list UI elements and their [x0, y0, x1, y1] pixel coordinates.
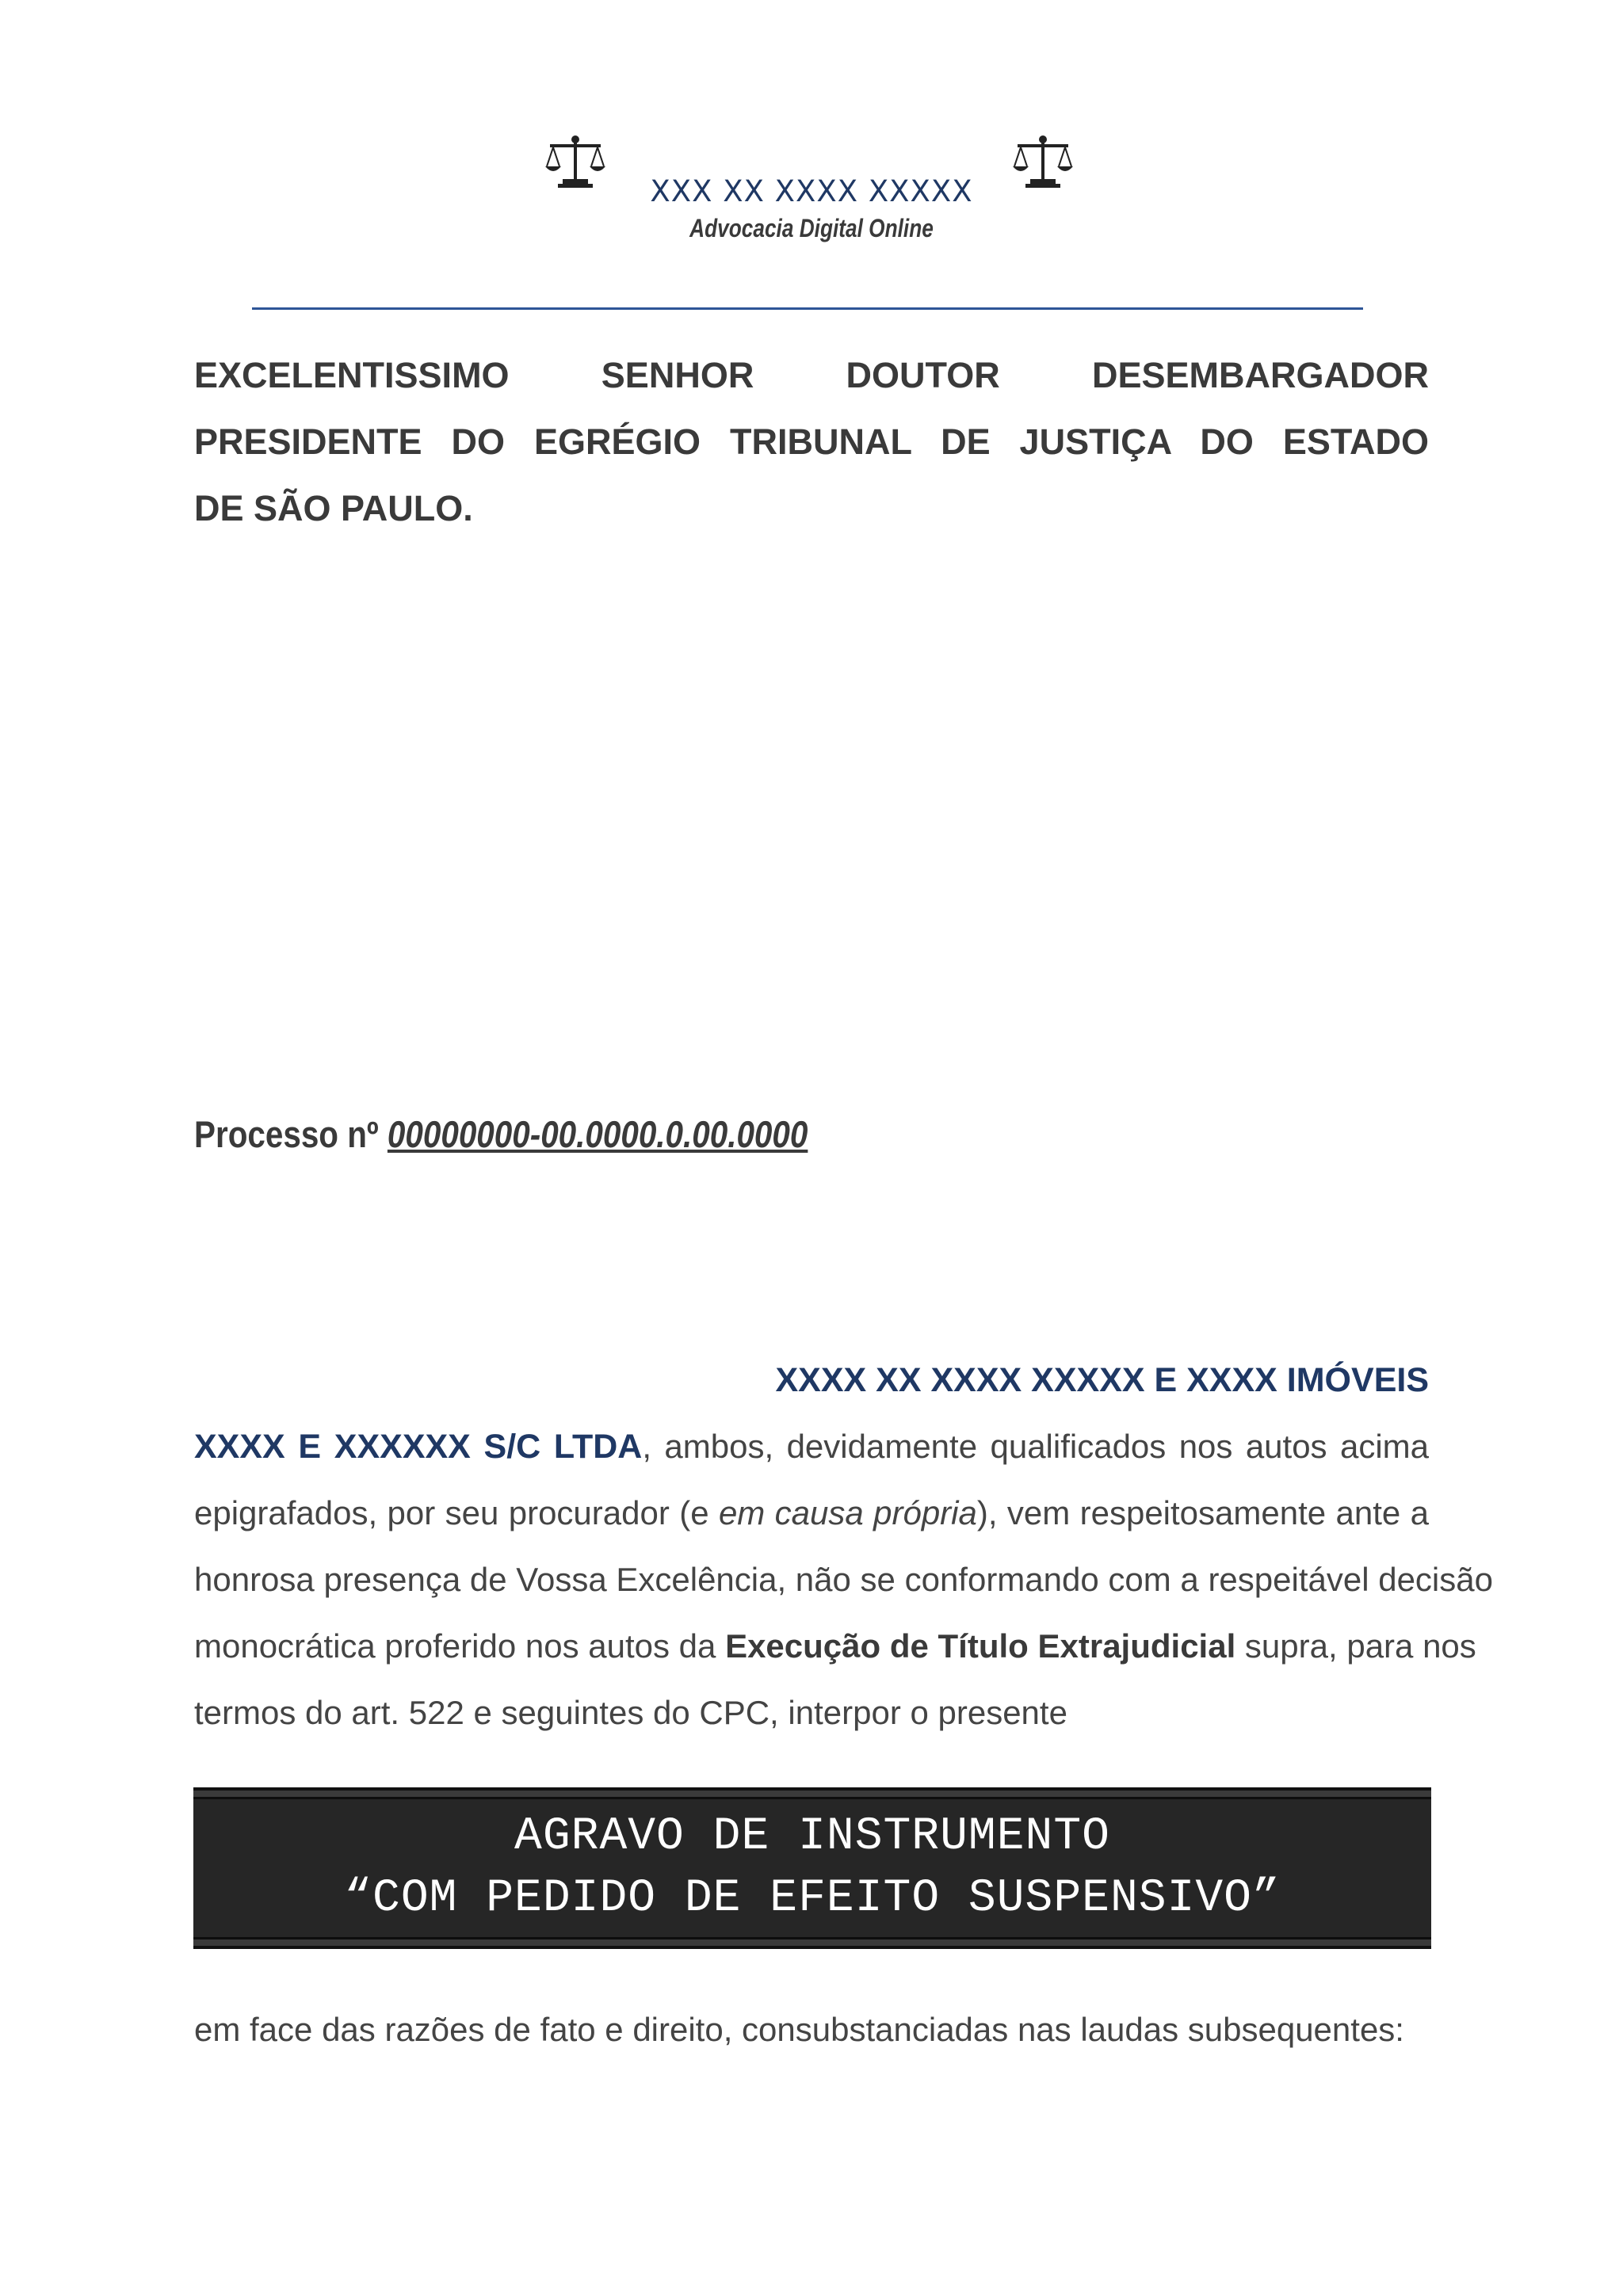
petition-subtitle: “COM PEDIDO DE EFEITO SUSPENSIVO” [344, 1873, 1281, 1924]
petition-title-box [193, 1787, 1431, 1949]
paragraph-bold: Execução de Título Extrajudicial [725, 1627, 1236, 1665]
case-number-label: Processo nº [194, 1113, 388, 1155]
paragraph-italic: em causa própria [718, 1494, 977, 1531]
paragraph-text: supra, para nos [1235, 1627, 1476, 1665]
firm-tagline: Advocacia Digital Online [689, 214, 934, 242]
paragraph-text: honrosa presença de Vossa Excelência, não se conformando com a respeitável decisão [194, 1561, 1493, 1598]
paragraph-text: monocrática proferido nos autos da [194, 1627, 726, 1665]
paragraph-text: , ambos, devidamente qualificados nos autos acima [642, 1428, 1430, 1465]
case-number-value: 00000000-00.0000.0.00.0000 [387, 1113, 808, 1155]
paragraph-line [194, 1680, 1429, 1746]
addressee-block [194, 342, 1429, 542]
paragraph-line [194, 1413, 1429, 1480]
party-name: XXXX XX XXXX XXXXX E XXXX IMÓVEIS [775, 1361, 1429, 1399]
petition-title: AGRAVO DE INSTRUMENTO [514, 1811, 1110, 1863]
paragraph-text: epigrafados, por seu procurador (e [194, 1494, 719, 1531]
case-number [194, 1112, 808, 1156]
addressee-line: DE SÃO PAULO. [194, 488, 473, 528]
addressee-line: PRESIDENTE DO EGRÉGIO TRIBUNAL DE JUSTIÇA DO ESTADO [194, 421, 1429, 462]
addressee-line: EXCELENTISSIMO SENHOR DOUTOR DESEMBARGADOR [194, 355, 1429, 395]
firm-name: XXX XX XXXX XXXXX [650, 174, 973, 208]
paragraph-line [194, 1613, 1476, 1680]
paragraph-line [194, 1347, 1429, 1413]
paragraph-text: ), vem respeitosamente ante a [976, 1494, 1429, 1531]
paragraph-line [194, 1547, 1493, 1613]
party-name-continued: XXXX E XXXXXX S/C LTDA [194, 1428, 643, 1466]
closing-line: em face das razões de fato e direito, consubstanciadas nas laudas subsequentes: [194, 2011, 1404, 2048]
header-divider [252, 307, 1363, 310]
petition-paragraph [194, 1347, 1493, 1746]
paragraph-text: termos do art. 522 e seguintes do CPC, interpor o presente [194, 1694, 1067, 1731]
paragraph-line [194, 1480, 1429, 1547]
